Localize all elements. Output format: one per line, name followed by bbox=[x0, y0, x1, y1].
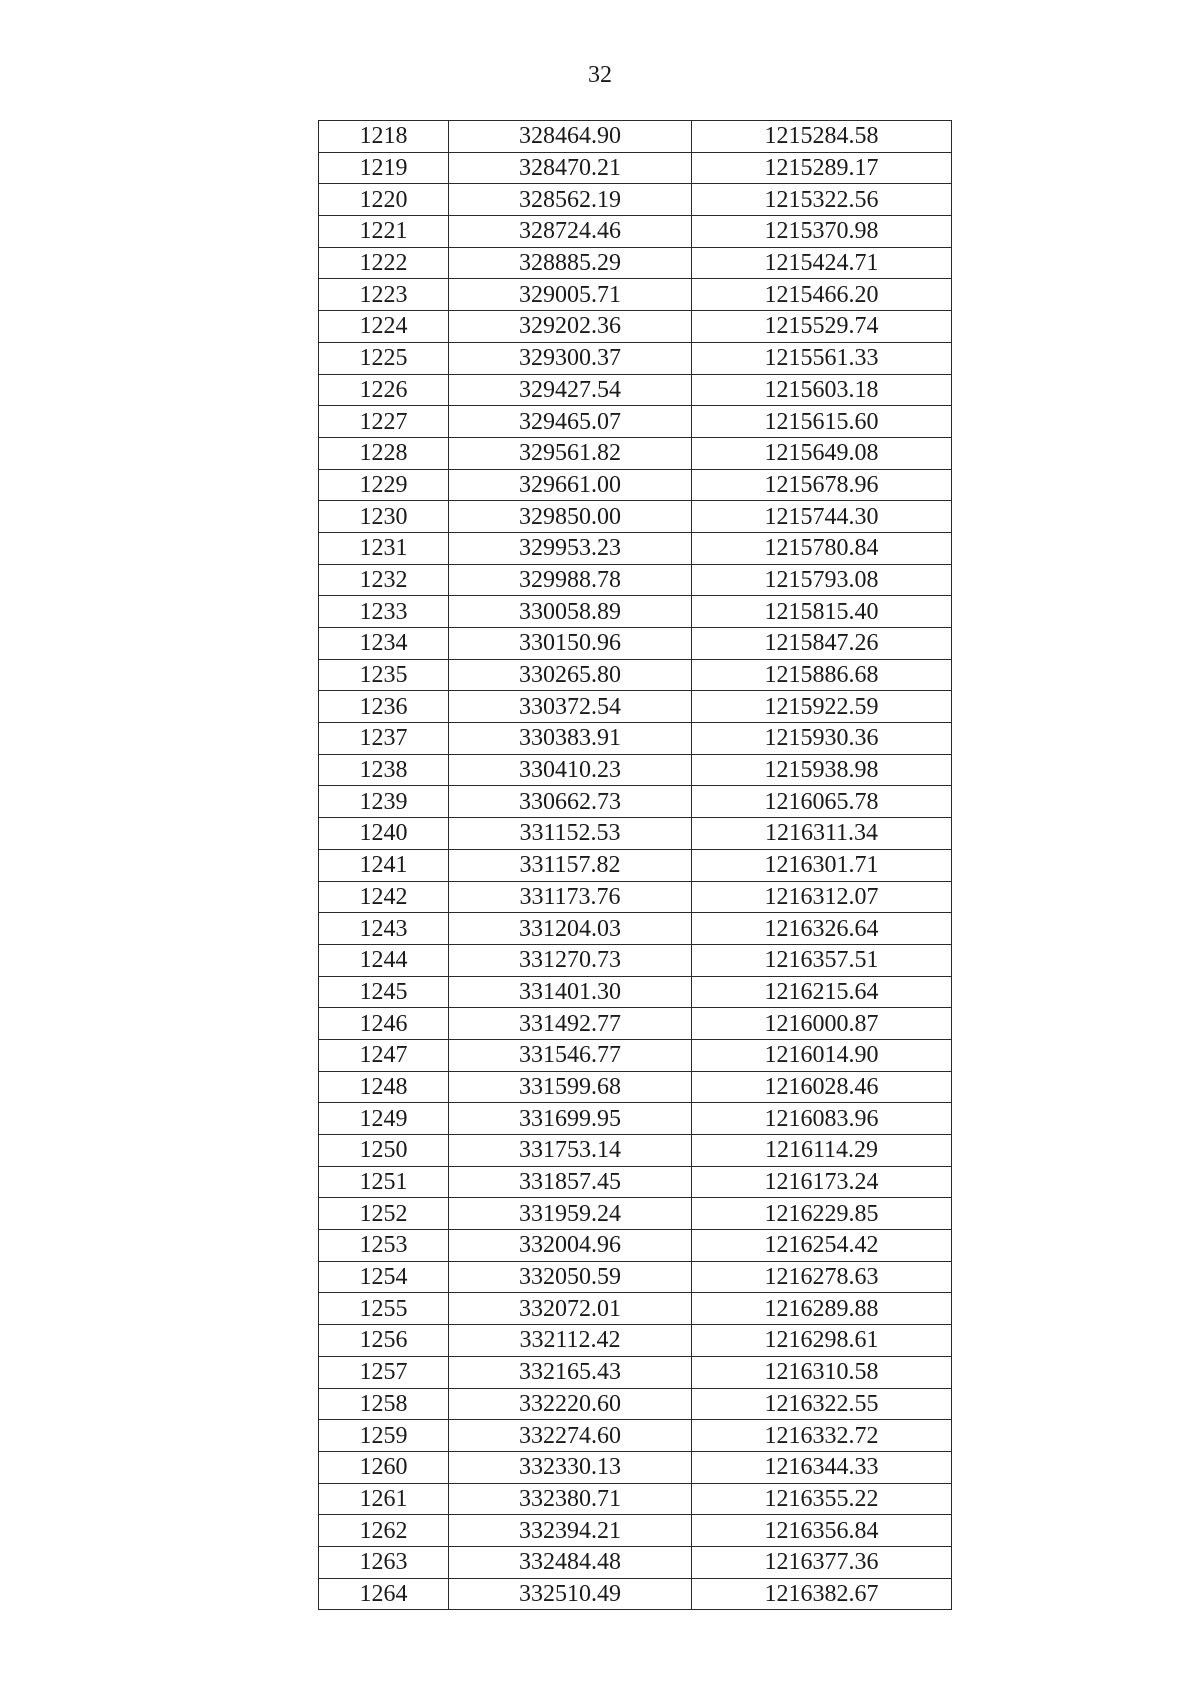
point-number-cell: 1231 bbox=[319, 532, 449, 564]
point-number-cell: 1220 bbox=[319, 184, 449, 216]
table-row bbox=[319, 1261, 952, 1293]
y-coordinate-cell: 1216254.42 bbox=[692, 1230, 952, 1262]
y-coordinate-cell: 1216215.64 bbox=[692, 976, 952, 1008]
point-number-cell: 1233 bbox=[319, 596, 449, 628]
x-coordinate-cell: 330410.23 bbox=[449, 754, 692, 786]
point-number-cell: 1251 bbox=[319, 1166, 449, 1198]
table-row bbox=[319, 532, 952, 564]
point-number-cell: 1242 bbox=[319, 881, 449, 913]
y-coordinate-cell: 1215649.08 bbox=[692, 437, 952, 469]
x-coordinate-cell: 330383.91 bbox=[449, 723, 692, 755]
point-number-cell: 1221 bbox=[319, 216, 449, 248]
table-row bbox=[319, 1546, 952, 1578]
table-row bbox=[319, 944, 952, 976]
x-coordinate-cell: 331204.03 bbox=[449, 913, 692, 945]
y-coordinate-cell: 1216326.64 bbox=[692, 913, 952, 945]
point-number-cell: 1232 bbox=[319, 564, 449, 596]
x-coordinate-cell: 329005.71 bbox=[449, 279, 692, 311]
y-coordinate-cell: 1216114.29 bbox=[692, 1135, 952, 1167]
point-number-cell: 1229 bbox=[319, 469, 449, 501]
y-coordinate-cell: 1215780.84 bbox=[692, 532, 952, 564]
y-coordinate-cell: 1215370.98 bbox=[692, 216, 952, 248]
point-number-cell: 1236 bbox=[319, 691, 449, 723]
coordinates-table bbox=[318, 120, 952, 1610]
y-coordinate-cell: 1216289.88 bbox=[692, 1293, 952, 1325]
x-coordinate-cell: 330662.73 bbox=[449, 786, 692, 818]
x-coordinate-cell: 331152.53 bbox=[449, 818, 692, 850]
point-number-cell: 1259 bbox=[319, 1420, 449, 1452]
y-coordinate-cell: 1216028.46 bbox=[692, 1071, 952, 1103]
table-row bbox=[319, 628, 952, 660]
table-row bbox=[319, 1008, 952, 1040]
table-row bbox=[319, 913, 952, 945]
point-number-cell: 1252 bbox=[319, 1198, 449, 1230]
point-number-cell: 1258 bbox=[319, 1388, 449, 1420]
point-number-cell: 1248 bbox=[319, 1071, 449, 1103]
x-coordinate-cell: 332165.43 bbox=[449, 1356, 692, 1388]
y-coordinate-cell: 1216229.85 bbox=[692, 1198, 952, 1230]
x-coordinate-cell: 331857.45 bbox=[449, 1166, 692, 1198]
x-coordinate-cell: 331546.77 bbox=[449, 1039, 692, 1071]
x-coordinate-cell: 330265.80 bbox=[449, 659, 692, 691]
y-coordinate-cell: 1216083.96 bbox=[692, 1103, 952, 1135]
page-number: 32 bbox=[588, 62, 612, 88]
y-coordinate-cell: 1215466.20 bbox=[692, 279, 952, 311]
x-coordinate-cell: 329850.00 bbox=[449, 501, 692, 533]
x-coordinate-cell: 328464.90 bbox=[449, 121, 692, 153]
table-row bbox=[319, 342, 952, 374]
point-number-cell: 1257 bbox=[319, 1356, 449, 1388]
y-coordinate-cell: 1215938.98 bbox=[692, 754, 952, 786]
y-coordinate-cell: 1216310.58 bbox=[692, 1356, 952, 1388]
point-number-cell: 1245 bbox=[319, 976, 449, 1008]
y-coordinate-cell: 1216298.61 bbox=[692, 1325, 952, 1357]
point-number-cell: 1263 bbox=[319, 1546, 449, 1578]
x-coordinate-cell: 328724.46 bbox=[449, 216, 692, 248]
point-number-cell: 1264 bbox=[319, 1578, 449, 1610]
x-coordinate-cell: 332004.96 bbox=[449, 1230, 692, 1262]
y-coordinate-cell: 1215922.59 bbox=[692, 691, 952, 723]
table-row bbox=[319, 121, 952, 153]
table-row bbox=[319, 818, 952, 850]
table-row bbox=[319, 1293, 952, 1325]
point-number-cell: 1225 bbox=[319, 342, 449, 374]
y-coordinate-cell: 1215603.18 bbox=[692, 374, 952, 406]
point-number-cell: 1262 bbox=[319, 1515, 449, 1547]
table-row bbox=[319, 1356, 952, 1388]
table-row bbox=[319, 1451, 952, 1483]
point-number-cell: 1228 bbox=[319, 437, 449, 469]
y-coordinate-cell: 1215615.60 bbox=[692, 406, 952, 438]
x-coordinate-cell: 331599.68 bbox=[449, 1071, 692, 1103]
table-row bbox=[319, 1103, 952, 1135]
y-coordinate-cell: 1216332.72 bbox=[692, 1420, 952, 1452]
table-row bbox=[319, 279, 952, 311]
table-row bbox=[319, 1039, 952, 1071]
x-coordinate-cell: 329661.00 bbox=[449, 469, 692, 501]
y-coordinate-cell: 1216356.84 bbox=[692, 1515, 952, 1547]
x-coordinate-cell: 331157.82 bbox=[449, 849, 692, 881]
x-coordinate-cell: 329202.36 bbox=[449, 311, 692, 343]
x-coordinate-cell: 331401.30 bbox=[449, 976, 692, 1008]
table-row bbox=[319, 1515, 952, 1547]
point-number-cell: 1247 bbox=[319, 1039, 449, 1071]
coordinates-table-body bbox=[319, 121, 952, 1610]
point-number-cell: 1226 bbox=[319, 374, 449, 406]
table-row bbox=[319, 1071, 952, 1103]
y-coordinate-cell: 1216000.87 bbox=[692, 1008, 952, 1040]
x-coordinate-cell: 328470.21 bbox=[449, 152, 692, 184]
y-coordinate-cell: 1216312.07 bbox=[692, 881, 952, 913]
y-coordinate-cell: 1216355.22 bbox=[692, 1483, 952, 1515]
x-coordinate-cell: 329427.54 bbox=[449, 374, 692, 406]
x-coordinate-cell: 330058.89 bbox=[449, 596, 692, 628]
point-number-cell: 1235 bbox=[319, 659, 449, 691]
point-number-cell: 1254 bbox=[319, 1261, 449, 1293]
x-coordinate-cell: 329465.07 bbox=[449, 406, 692, 438]
table-row bbox=[319, 152, 952, 184]
table-row bbox=[319, 564, 952, 596]
point-number-cell: 1237 bbox=[319, 723, 449, 755]
y-coordinate-cell: 1215678.96 bbox=[692, 469, 952, 501]
x-coordinate-cell: 328885.29 bbox=[449, 247, 692, 279]
x-coordinate-cell: 329953.23 bbox=[449, 532, 692, 564]
table-row bbox=[319, 1420, 952, 1452]
table-row bbox=[319, 881, 952, 913]
table-row bbox=[319, 849, 952, 881]
y-coordinate-cell: 1216065.78 bbox=[692, 786, 952, 818]
table-row bbox=[319, 754, 952, 786]
table-row bbox=[319, 469, 952, 501]
x-coordinate-cell: 328562.19 bbox=[449, 184, 692, 216]
table-row bbox=[319, 1578, 952, 1610]
table-row bbox=[319, 184, 952, 216]
x-coordinate-cell: 330150.96 bbox=[449, 628, 692, 660]
y-coordinate-cell: 1216357.51 bbox=[692, 944, 952, 976]
x-coordinate-cell: 331173.76 bbox=[449, 881, 692, 913]
x-coordinate-cell: 331270.73 bbox=[449, 944, 692, 976]
y-coordinate-cell: 1215886.68 bbox=[692, 659, 952, 691]
table-row bbox=[319, 1230, 952, 1262]
table-row bbox=[319, 374, 952, 406]
x-coordinate-cell: 332050.59 bbox=[449, 1261, 692, 1293]
y-coordinate-cell: 1215322.56 bbox=[692, 184, 952, 216]
point-number-cell: 1223 bbox=[319, 279, 449, 311]
x-coordinate-cell: 332274.60 bbox=[449, 1420, 692, 1452]
y-coordinate-cell: 1215815.40 bbox=[692, 596, 952, 628]
x-coordinate-cell: 332330.13 bbox=[449, 1451, 692, 1483]
point-number-cell: 1243 bbox=[319, 913, 449, 945]
y-coordinate-cell: 1215289.17 bbox=[692, 152, 952, 184]
y-coordinate-cell: 1216377.36 bbox=[692, 1546, 952, 1578]
x-coordinate-cell: 332484.48 bbox=[449, 1546, 692, 1578]
point-number-cell: 1227 bbox=[319, 406, 449, 438]
y-coordinate-cell: 1215424.71 bbox=[692, 247, 952, 279]
point-number-cell: 1230 bbox=[319, 501, 449, 533]
x-coordinate-cell: 332510.49 bbox=[449, 1578, 692, 1610]
point-number-cell: 1219 bbox=[319, 152, 449, 184]
x-coordinate-cell: 330372.54 bbox=[449, 691, 692, 723]
point-number-cell: 1260 bbox=[319, 1451, 449, 1483]
y-coordinate-cell: 1216301.71 bbox=[692, 849, 952, 881]
table-row bbox=[319, 216, 952, 248]
table-row bbox=[319, 691, 952, 723]
point-number-cell: 1253 bbox=[319, 1230, 449, 1262]
point-number-cell: 1238 bbox=[319, 754, 449, 786]
point-number-cell: 1240 bbox=[319, 818, 449, 850]
point-number-cell: 1234 bbox=[319, 628, 449, 660]
y-coordinate-cell: 1216311.34 bbox=[692, 818, 952, 850]
y-coordinate-cell: 1215793.08 bbox=[692, 564, 952, 596]
y-coordinate-cell: 1216014.90 bbox=[692, 1039, 952, 1071]
table-row bbox=[319, 247, 952, 279]
y-coordinate-cell: 1215529.74 bbox=[692, 311, 952, 343]
table-row bbox=[319, 596, 952, 628]
table-row bbox=[319, 659, 952, 691]
table-row bbox=[319, 1166, 952, 1198]
x-coordinate-cell: 331753.14 bbox=[449, 1135, 692, 1167]
table-row bbox=[319, 786, 952, 818]
x-coordinate-cell: 329561.82 bbox=[449, 437, 692, 469]
point-number-cell: 1222 bbox=[319, 247, 449, 279]
table-row bbox=[319, 437, 952, 469]
table-row bbox=[319, 311, 952, 343]
x-coordinate-cell: 331959.24 bbox=[449, 1198, 692, 1230]
table-row bbox=[319, 723, 952, 755]
x-coordinate-cell: 331699.95 bbox=[449, 1103, 692, 1135]
table-row bbox=[319, 501, 952, 533]
point-number-cell: 1241 bbox=[319, 849, 449, 881]
point-number-cell: 1224 bbox=[319, 311, 449, 343]
table-row bbox=[319, 1325, 952, 1357]
table-row bbox=[319, 1483, 952, 1515]
table-row bbox=[319, 976, 952, 1008]
y-coordinate-cell: 1216382.67 bbox=[692, 1578, 952, 1610]
point-number-cell: 1261 bbox=[319, 1483, 449, 1515]
y-coordinate-cell: 1215847.26 bbox=[692, 628, 952, 660]
point-number-cell: 1249 bbox=[319, 1103, 449, 1135]
x-coordinate-cell: 332112.42 bbox=[449, 1325, 692, 1357]
x-coordinate-cell: 332380.71 bbox=[449, 1483, 692, 1515]
point-number-cell: 1218 bbox=[319, 121, 449, 153]
y-coordinate-cell: 1216344.33 bbox=[692, 1451, 952, 1483]
x-coordinate-cell: 331492.77 bbox=[449, 1008, 692, 1040]
point-number-cell: 1246 bbox=[319, 1008, 449, 1040]
x-coordinate-cell: 332220.60 bbox=[449, 1388, 692, 1420]
y-coordinate-cell: 1215561.33 bbox=[692, 342, 952, 374]
point-number-cell: 1244 bbox=[319, 944, 449, 976]
y-coordinate-cell: 1216322.55 bbox=[692, 1388, 952, 1420]
y-coordinate-cell: 1215284.58 bbox=[692, 121, 952, 153]
point-number-cell: 1250 bbox=[319, 1135, 449, 1167]
table-row bbox=[319, 406, 952, 438]
table-row bbox=[319, 1388, 952, 1420]
x-coordinate-cell: 332394.21 bbox=[449, 1515, 692, 1547]
table-row bbox=[319, 1198, 952, 1230]
point-number-cell: 1256 bbox=[319, 1325, 449, 1357]
y-coordinate-cell: 1215930.36 bbox=[692, 723, 952, 755]
point-number-cell: 1255 bbox=[319, 1293, 449, 1325]
y-coordinate-cell: 1216173.24 bbox=[692, 1166, 952, 1198]
x-coordinate-cell: 329988.78 bbox=[449, 564, 692, 596]
x-coordinate-cell: 329300.37 bbox=[449, 342, 692, 374]
y-coordinate-cell: 1216278.63 bbox=[692, 1261, 952, 1293]
table-row bbox=[319, 1135, 952, 1167]
x-coordinate-cell: 332072.01 bbox=[449, 1293, 692, 1325]
point-number-cell: 1239 bbox=[319, 786, 449, 818]
y-coordinate-cell: 1215744.30 bbox=[692, 501, 952, 533]
